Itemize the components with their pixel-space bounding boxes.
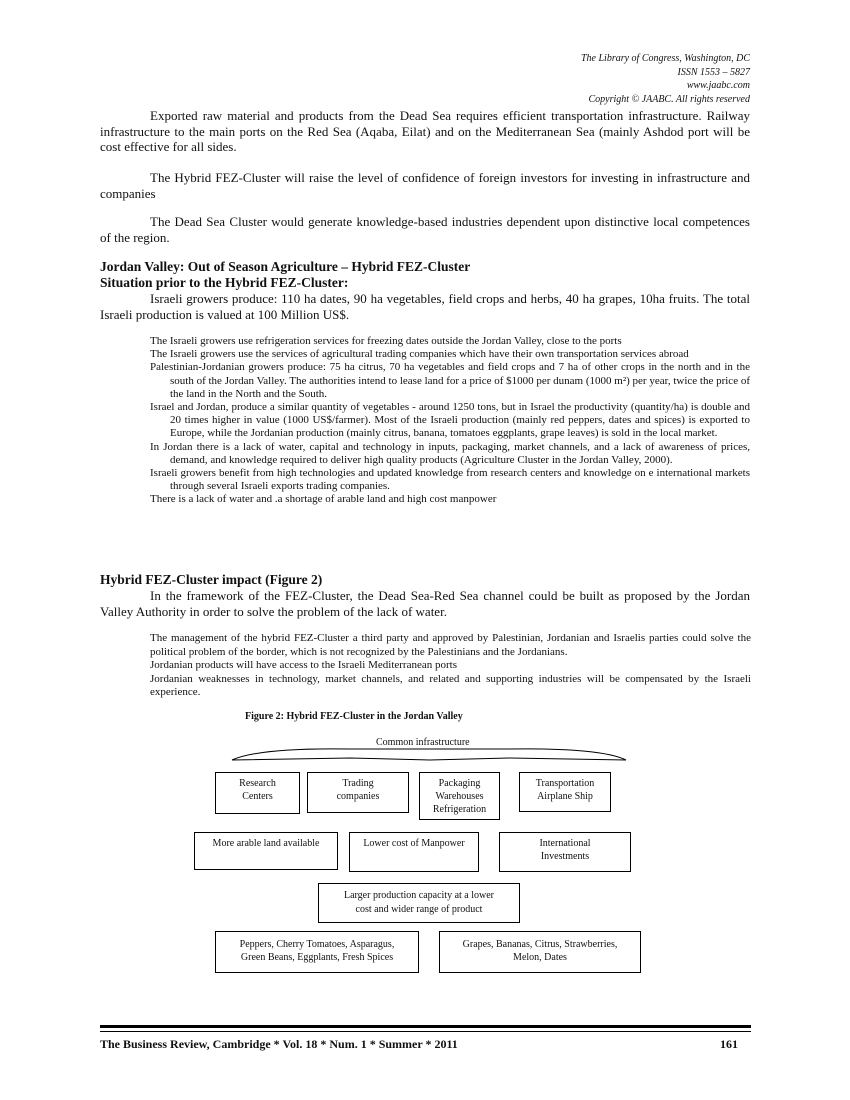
paragraph-text: Israeli growers produce: 110 ha dates, 90 ha vegetables, field crops and herbs, 40 ha grapes, 10ha fruits. The total Israeli production is valued at 100 Million US$. <box>100 291 750 322</box>
header-website: www.jaabc.com <box>686 80 750 91</box>
box-line: Grapes, Bananas, Citrus, Strawberries, <box>462 939 618 950</box>
box-line: Peppers, Cherry Tomatoes, Asparagus, <box>239 939 395 950</box>
subheading-situation-prior: Situation prior to the Hybrid FEZ-Cluster: <box>100 275 349 290</box>
box-lower-cost-manpower <box>349 832 479 872</box>
box-trading-companies <box>307 772 409 813</box>
list-item: Palestinian-Jordanian growers produce: 75 ha citrus, 70 ha vegetables and field crops and 7 ha of other crops in the north and in the south of the Jordan Valley. The authorities intend to lease land for a price of $1000 per dunam (1000 m²) per year, twice the price of the land in the North and the South. <box>150 361 750 400</box>
page-number: 161 <box>720 1037 738 1051</box>
infrastructure-brace <box>230 746 630 766</box>
situation-list <box>150 335 750 507</box>
section-heading-impact: Hybrid FEZ-Cluster impact (Figure 2) <box>100 572 323 587</box>
list-item: Israeli growers benefit from high technologies and updated knowledge from research centers and knowledge on e international markets through several Israeli exports trading companies. <box>150 467 750 493</box>
box-line: Larger production capacity at a lower <box>343 890 495 901</box>
paragraph-text: The Dead Sea Cluster would generate knowledge-based industries dependent upon distinctive local competences of the region. <box>100 214 750 245</box>
paragraph-dead-sea-transport <box>100 108 750 155</box>
paragraph-dead-sea-cluster <box>100 214 750 245</box>
list-item: Jordanian products will have access to the Israeli Mediterranean ports <box>150 659 457 671</box>
box-packaging <box>419 772 500 820</box>
header-copyright: Copyright © JAABC. All rights reserved <box>588 93 750 105</box>
paragraph-text: The Hybrid FEZ-Cluster will raise the level of confidence of foreign investors for investing in infrastructure and companies <box>100 170 750 201</box>
infrastructure-label: Common infrastructure <box>376 737 470 748</box>
box-production-capacity <box>318 883 520 923</box>
box-line: Lower cost of Manpower <box>363 838 465 849</box>
figure-caption: Figure 2: Hybrid FEZ-Cluster in the Jordan Valley <box>245 711 463 722</box>
box-line: Melon, Dates <box>513 952 567 963</box>
box-line: International <box>539 838 591 849</box>
box-transportation <box>519 772 611 812</box>
footer-journal: The Business Review, Cambridge * Vol. 18 * Num. 1 * Summer * 2011 <box>100 1037 458 1051</box>
box-line: Refrigeration <box>432 804 487 815</box>
list-item: The management of the hybrid FEZ-Cluster a third party and approved by Palestinian, Jordanian and Israelis parties could solve the political problem of the border, which is not recognized by the Palestinians and the Jordanians. <box>150 632 751 658</box>
box-international-investments <box>499 832 631 872</box>
box-line: Airplane Ship <box>537 791 593 802</box>
list-item: In Jordan there is a lack of water, capital and technology in inputs, packaging, market channels, and a lack of awareness of prices, demand, and knowledge required to deliver high quality products (Agriculture Cluster in the Jordan Valley, 2000). <box>150 440 750 466</box>
paragraph-text: Exported raw material and products from the Dead Sea requires efficient transportation infrastructure. Railway infrastructure to the main ports on the Red Sea (Aqaba, Eilat) and on the Mediterranean Sea (mainly Ashdod port will be cost effective for all sides. <box>100 108 750 154</box>
list-item: Jordanian weaknesses in technology, market channels, and related and supporting industries will be compensated by the Israeli experience. <box>150 672 751 698</box>
box-line: Investments <box>540 851 590 862</box>
impact-list <box>150 632 751 700</box>
footer-rule-thick <box>100 1025 751 1028</box>
box-line: Warehouses <box>435 791 484 802</box>
header-issn: ISSN 1553 – 5827 <box>677 66 750 78</box>
section-heading-jordan-valley: Jordan Valley: Out of Season Agriculture – Hybrid FEZ-Cluster <box>100 259 471 274</box>
list-item: Israel and Jordan, produce a similar quantity of vegetables - around 1250 tons, but in Israel the productivity (quantity/ha) is double and 20 times higher in value (1000 US$/farmer). Most of the Israeli production (mainly red peppers, dates and spices) is exported to Europe, while the Jordanian production (mainly citrus, banana, tomatoes eggplants, grape leaves) is sold in the local market. <box>150 401 750 440</box>
box-line: companies <box>336 791 380 802</box>
box-line: Packaging <box>438 778 481 789</box>
box-line: More arable land available <box>212 838 320 849</box>
box-line: cost and wider range of product <box>355 904 483 915</box>
box-line: Trading <box>342 778 374 789</box>
list-item: The Israeli growers use refrigeration services for freezing dates outside the Jordan Valley, close to the ports <box>150 335 622 347</box>
box-line: Research <box>239 778 276 789</box>
box-arable-land <box>194 832 338 870</box>
journal-header <box>581 52 750 106</box>
paragraph-fez-framework <box>100 588 750 619</box>
footer-rule-thin <box>100 1031 751 1032</box>
paragraph-text: In the framework of the FEZ-Cluster, the Dead Sea-Red Sea channel could be built as proposed by the Jordan Valley Authority in order to solve the problem of the lack of water. <box>100 588 750 619</box>
box-line: Green Beans, Eggplants, Fresh Spices <box>240 952 394 963</box>
box-line: Transportation <box>535 778 595 789</box>
box-jordanian-products <box>439 931 641 973</box>
box-israeli-products <box>215 931 419 973</box>
list-item: The Israeli growers use the services of agricultural trading companies which have their own transportation services abroad <box>150 348 689 361</box>
list-item: There is a lack of water and .a shortage of arable land and high cost manpower <box>150 493 497 506</box>
paragraph-confidence <box>100 170 750 201</box>
box-line: Centers <box>242 791 273 802</box>
paragraph-israeli-growers <box>100 291 750 322</box>
box-research-centers <box>215 772 300 814</box>
header-library: The Library of Congress, Washington, DC <box>580 53 750 64</box>
